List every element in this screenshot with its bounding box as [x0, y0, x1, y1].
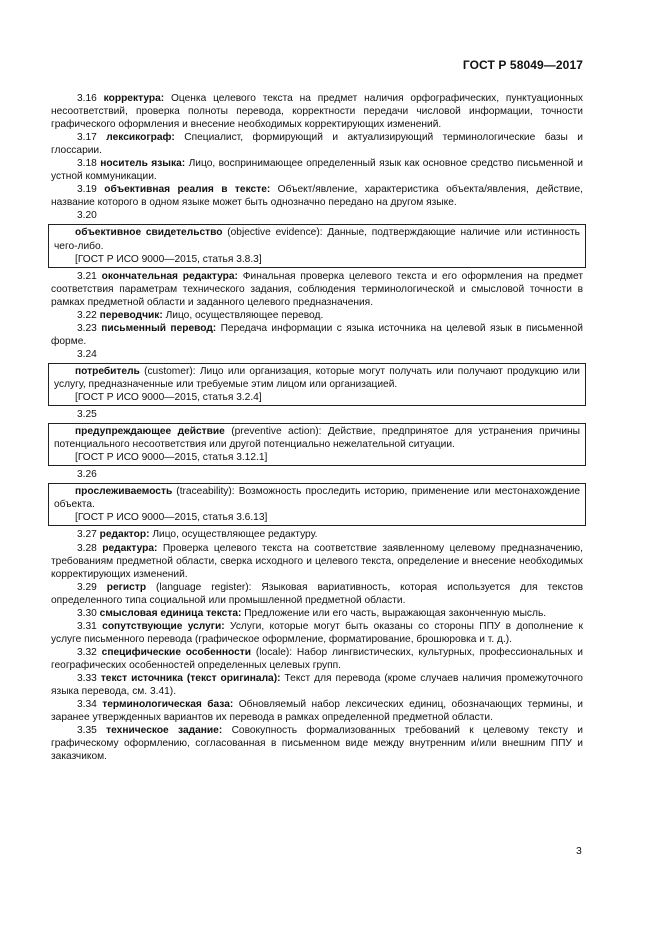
entry-definition: Проверка целевого текста на соответствие заявленному целевому предназначению, требованиям предметной области, сверка исходного и целевого текста, определение и внесение необходимых корректирующих изменений. — [51, 542, 583, 580]
entry-term: текст источника (текст оригинала): — [100, 672, 281, 684]
definitions-list — [51, 92, 583, 763]
entry-definition: Обновляемый набор лексических единиц, обозначающих термины, и заранее утвержденных вариантов их перевода в рамках определенной предметной области. — [51, 699, 583, 724]
entry-3-23 — [51, 322, 583, 348]
entry-term: потребитель — [75, 365, 140, 377]
entry-term: письменный перевод: — [101, 322, 217, 334]
source-reference: [ГОСТ Р ИСО 9000—2015, статья 3.8.3] — [75, 253, 262, 265]
entry-definition: (locale): Набор лингвистических, культурных, профессиональных и географических особенностей определенных целевых групп. — [51, 646, 583, 671]
entry-term: редактор: — [99, 529, 150, 541]
entry-term: терминологическая база: — [102, 699, 234, 711]
entry-number: 3.20 — [77, 210, 97, 222]
entry-3-29 — [51, 581, 583, 607]
entry-number: 3.22 — [77, 309, 97, 321]
entry-number: 3.28 — [77, 542, 97, 554]
entry-number: 3.25 — [77, 409, 97, 421]
entry-3-35 — [51, 724, 583, 763]
entry-3-21 — [51, 270, 583, 309]
entry-3-34 — [51, 698, 583, 724]
entry-number: 3.30 — [77, 607, 97, 619]
entry-3-28 — [51, 542, 583, 581]
entry-number: 3.29 — [77, 581, 97, 593]
entry-3-31 — [51, 620, 583, 646]
entry-3-19 — [51, 183, 583, 209]
entry-number: 3.34 — [77, 699, 97, 711]
entry-definition: Лицо, осуществляющее редактуру. — [149, 529, 318, 541]
entry-definition: Текст для перевода (кроме случаев наличия промежуточного языка перевода, см. 3.41). — [51, 672, 583, 698]
boxed-definition-3-24 — [48, 363, 586, 406]
entry-definition: Услуги, которые могут быть оказаны со стороны ППУ в дополнение к услуге письменного перевода (графическое оформление, форматирование, брошюровка и т. д.). — [51, 620, 583, 645]
source-reference: [ГОСТ Р ИСО 9000—2015, статья 3.12.1] — [75, 452, 268, 464]
entry-definition: Лицо, воспринимающее определенный язык как основное средство письменной и устной коммуникации. — [51, 158, 583, 183]
entry-number: 3.26 — [77, 469, 97, 481]
source-reference: [ГОСТ Р ИСО 9000—2015, статья 3.2.4] — [75, 392, 262, 404]
entry-3-22 — [51, 309, 583, 322]
entry-term: предупреждающее действие — [75, 426, 225, 438]
entry-definition: Совокупность формализованных требований к целевому тексту и графическому оформлению, согласованная в письменном виде между внутренним и/или внешним ППУ и заказчиком. — [51, 725, 583, 763]
entry-definition: Предложение или его часть, выражающая законченную мысль. — [241, 607, 547, 619]
entry-term: смысловая единица текста: — [99, 607, 242, 619]
entry-definition: Объект/явление, характеристика объекта/явления, действие, название которого в одном языке может быть однозначно передано на другом языке. — [51, 184, 583, 209]
source-reference: [ГОСТ Р ИСО 9000—2015, статья 3.6.13] — [75, 512, 268, 524]
entry-definition: Лицо, осуществляющее перевод. — [162, 309, 324, 321]
entry-term: специфические особенности — [101, 646, 252, 658]
entry-definition: Передача информации с языка источника на целевой язык в письменной форме. — [51, 322, 583, 347]
entry-number: 3.16 — [77, 93, 97, 104]
document-id: ГОСТ Р 58049—2017 — [462, 58, 583, 72]
entry-term: редактура: — [102, 542, 158, 554]
entry-number: 3.33 — [77, 672, 97, 684]
entry-3-27 — [51, 528, 583, 541]
entry-3-32 — [51, 646, 583, 672]
entry-definition: Финальная проверка целевого текста и его оформления на предмет соответствия параметрам технического задания, соблюдения терминологической и смысловой точности в рамках предметной области и заданного целевого предназначения. — [51, 270, 583, 308]
entry-term: регистр — [106, 581, 147, 593]
entry-3-16 — [51, 92, 583, 131]
boxed-definition-3-26 — [48, 483, 586, 526]
entry-term: прослеживаемость — [75, 486, 173, 498]
page-number: 3 — [576, 845, 582, 857]
entry-term: корректура: — [103, 93, 165, 104]
entry-definition: Специалист, формирующий и актуализирующий терминологические базы и глоссарии. — [51, 132, 583, 157]
entry-number: 3.21 — [77, 270, 97, 282]
entry-number: 3.23 — [77, 322, 97, 334]
entry-3-17 — [51, 131, 583, 157]
entry-3-30 — [51, 607, 583, 620]
entry-definition: (preventive action): Действие, предпринятое для устранения причины потенциального несоответствия или другой потенциально нежелательной ситуации. — [54, 426, 580, 451]
entry-term: окончательная редактура: — [101, 270, 238, 282]
entry-number: 3.24 — [77, 348, 97, 360]
entry-number: 3.31 — [77, 620, 97, 632]
entry-term: техническое задание: — [106, 725, 223, 737]
entry-number: 3.17 — [77, 132, 97, 144]
entry-3-18 — [51, 157, 583, 183]
entry-number: 3.18 — [77, 158, 97, 170]
entry-3-33 — [51, 672, 583, 698]
entry-number: 3.19 — [77, 184, 97, 196]
entry-term: объективное свидетельство — [75, 227, 223, 239]
entry-number: 3.32 — [77, 646, 97, 658]
entry-definition: (customer): Лицо или организация, которые могут получать или получают продукцию или услугу, предназначенные или требуемые этим лицом или организацией. — [54, 365, 580, 390]
boxed-definition-3-20 — [48, 224, 586, 267]
entry-definition: (traceability): Возможность проследить историю, применение или местонахождение объекта. — [54, 486, 580, 511]
entry-number: 3.27 — [77, 529, 97, 541]
entry-number: 3.35 — [77, 725, 97, 737]
entry-term: объективная реалия в тексте: — [104, 184, 271, 196]
entry-term: носитель языка: — [100, 158, 186, 170]
entry-term: переводчик: — [99, 309, 163, 321]
entry-term: лексикограф: — [106, 132, 175, 144]
entry-term: сопутствующие услуги: — [102, 620, 225, 632]
boxed-definition-3-25 — [48, 423, 586, 466]
entry-definition: Оценка целевого текста на предмет наличия орфографических, пунктуационных несоответствий, проверка полноты перевода, корректности передачи числовой информации, точности графического оформления и внесение необходимых корректирующих изменений. — [51, 93, 583, 131]
entry-definition: (objective evidence): Данные, подтверждающие наличие или истинность чего-либо. — [54, 227, 580, 252]
entry-definition: (language register): Языковая вариативность, которая используется для текстов определенного типа социальной или промышленной предметной области. — [51, 581, 583, 606]
